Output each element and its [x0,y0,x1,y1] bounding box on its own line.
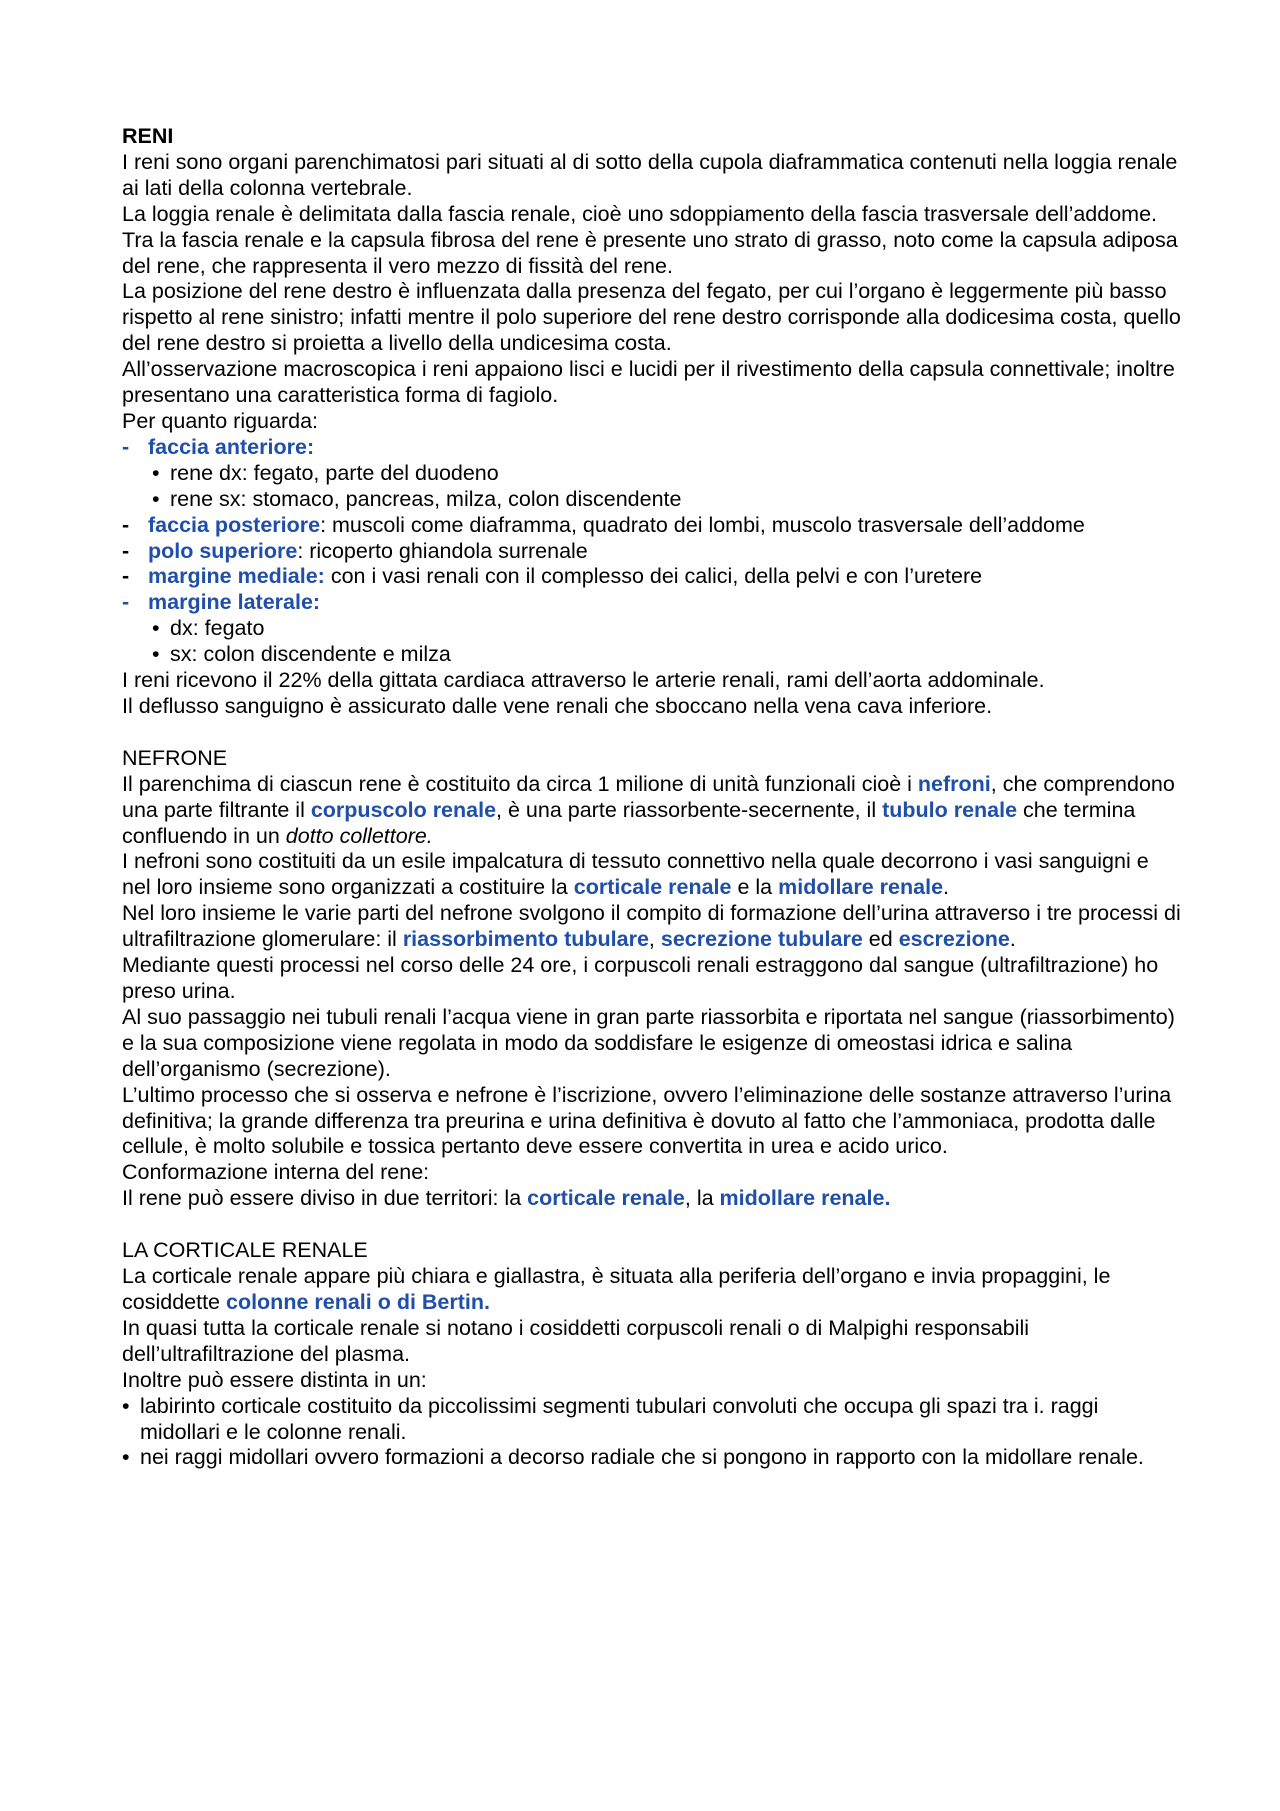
dash-marker: - [122,538,130,563]
highlight-term: faccia posteriore [148,512,321,537]
list-text: : ricoperto ghiandola surrenale [297,538,588,563]
dash-marker: - [122,590,130,615]
highlight-term: escrezione [898,927,1010,952]
dash-marker: - [122,512,130,537]
list-item [122,590,1182,668]
highlight-term: polo superiore [148,538,298,563]
section-title-nefrone: NEFRONE [122,745,228,770]
highlight-term: colonne renali o di Bertin. [225,1289,490,1314]
paragraph: In quasi tutta la corticale renale si notano i cosiddetti corpuscoli renali o di Malpighi responsabili dell’ultrafiltrazione del plasma. [122,1315,1030,1366]
paragraph: La corticale renale appare più chiara e giallastra, è situata alla periferia dell’organo e invia propaggini, le cosiddette colonne renali o di Bertin. [122,1264,1111,1314]
paragraph: Il rene può essere diviso in due territori: la corticale renale, la midollare renale. [122,1186,891,1211]
sub-list [122,461,1182,513]
paragraph: Il parenchima di ciascun rene è costituito da circa 1 milione di unità funzionali cioè i nefroni, che comprendono una parte filtrante il corpuscolo renale, è una parte riassorbente-secernente, il tubulo renale che termina confluendo in un dotto collettore. [122,771,1175,848]
paragraph: Nel loro insieme le varie parti del nefrone svolgono il compito di formazione dell’urina attraverso i tre processi di ultrafiltrazione glomerulare: il riassorbimento tubulare, secrezione tubulare ed escrezione. [122,901,1181,952]
bullet-item: • labirinto corticale costituito da piccolissimi segmenti tubulari convoluti che occupa gli spazi tra i. raggi midollari e le colonne renali. [122,1394,1182,1446]
paragraph: I reni sono organi parenchimatosi pari situati al di sotto della cupola diaframmatica contenuti nella loggia renale ai lati della colonna vertebrale. [122,149,1178,200]
paragraph: I reni ricevono il 22% della gittata cardiaca attraverso le arterie renali, rami dell’aorta addominale. [122,668,1045,693]
paragraph: Mediante questi processi nel corso delle 24 ore, i corpuscoli renali estraggono dal sangue (ultrafiltrazione) ho preso urina. [122,953,1159,1003]
paragraph: La posizione del rene destro è influenzata dalla presenza del fegato, per cui l’organo è leggermente più basso rispetto al rene sinistro; infatti mentre il polo superiore del rene destro corrisponde alla dodicesima costa, quello del rene destro si proietta a livello della undicesima costa. [122,279,1181,356]
paragraph: I nefroni sono costituiti da un esile impalcatura di tessuto connettivo nella quale decorrono i vasi sanguigni e nel loro insieme sono organizzati a costituire la corticale renale e la midollare renale. [122,849,1149,900]
dash-marker: - [122,434,130,459]
italic-term: dotto collettore. [285,823,433,848]
sub-list-item: • rene sx: stomaco, pancreas, milza, colon discendente [152,487,1182,513]
paragraph: Al suo passaggio nei tubuli renali l’acqua viene in gran parte riassorbita e riportata nel sangue (riassorbimento) e la sua composizione viene regolata in modo da soddisfare le esigenze di omeostasi idrica e salina dell’organismo (secrezione). [122,1004,1175,1081]
paragraph: Conformazione interna del rene: [122,1160,430,1185]
dash-marker: - [122,564,130,589]
paragraph: Per quanto riguarda: [122,408,319,433]
list-item [122,513,1182,539]
highlight-term: riassorbimento tubulare [402,927,649,952]
sub-list-item: • sx: colon discendente e milza [152,642,1182,668]
section-title-reni: RENI [122,124,174,148]
faces-list [122,435,1182,668]
highlight-term: faccia anteriore: [148,434,315,459]
highlight-term: midollare renale. [719,1186,891,1211]
list-text: : muscoli come diaframma, quadrato dei lombi, muscolo trasversale dell’addome [320,512,1085,537]
paragraph: All’osservazione macroscopica i reni appaiono lisci e lucidi per il rivestimento della capsula connettivale; inoltre presentano una caratteristica forma di fagiolo. [122,357,1175,408]
highlight-term: midollare renale [778,875,944,900]
list-item [122,539,1182,565]
highlight-term: corticale renale [527,1186,685,1211]
section-gap [122,1212,1182,1238]
sub-list-item: • dx: fegato [152,616,1182,642]
list-item [122,564,1182,590]
bullet-list [122,1394,1182,1472]
bullet-item: • nei raggi midollari ovvero formazioni a decorso radiale che si pongono in rapporto con la midollare renale. [122,1445,1182,1471]
highlight-term: margine laterale: [148,590,321,615]
paragraph: L’ultimo processo che si osserva e nefrone è l’iscrizione, ovvero l’eliminazione delle sostanze attraverso l’urina definitiva; la grande differenza tra preurina e urina definitiva è dovuto al fatto che l’ammoniaca, prodotta dalle cellule, è molto solubile e tossica pertanto deve essere convertita in urea e acido urico. [122,1082,1172,1159]
highlight-term: secrezione tubulare [660,927,863,952]
section-title-corticale: LA CORTICALE RENALE [122,1238,368,1263]
list-item [122,435,1182,513]
paragraph: La loggia renale è delimitata dalla fascia renale, cioè uno sdoppiamento della fascia trasversale dell’addome. [122,201,1158,226]
paragraph: Inoltre può essere distinta in un: [122,1367,427,1392]
list-text: con i vasi renali con il complesso dei calici, della pelvi e con l’uretere [324,564,983,589]
highlight-term: corticale renale [573,875,732,900]
highlight-term: corpuscolo renale [310,797,497,822]
highlight-term: tubulo renale [882,797,1018,822]
paragraph: Tra la fascia renale e la capsula fibrosa del rene è presente uno strato di grasso, noto come la capsula adiposa del rene, che rappresenta il vero mezzo di fissità del rene. [122,227,1178,278]
paragraph: Il deflusso sanguigno è assicurato dalle vene renali che sboccano nella vena cava inferiore. [122,693,993,718]
document-page [122,124,1182,1471]
section-gap [122,720,1182,746]
sub-list-item: • rene dx: fegato, parte del duodeno [152,461,1182,487]
highlight-term: margine mediale: [148,564,325,589]
highlight-term: nefroni [917,771,991,796]
sub-list [122,616,1182,668]
